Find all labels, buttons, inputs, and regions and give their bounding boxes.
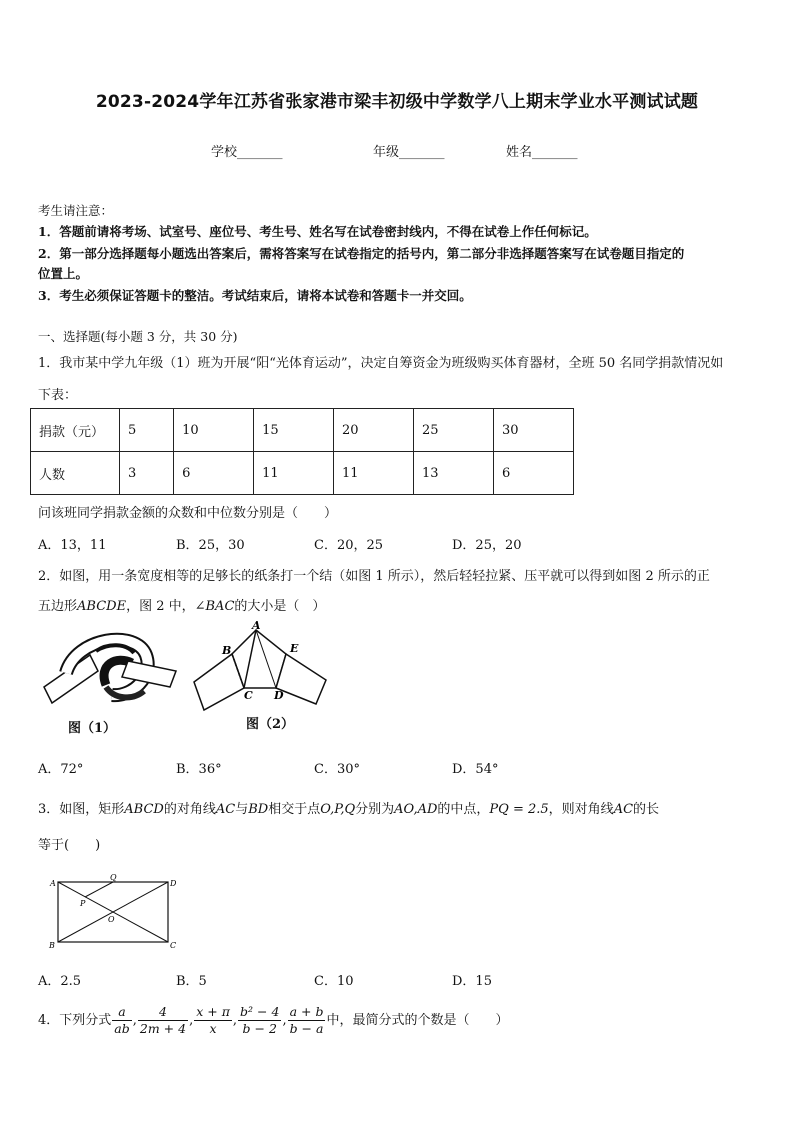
q3-option-b: B．5 xyxy=(176,974,207,989)
notice-item-1: 1．答题前请将考场、试室号、座位号、考生号、姓名写在试卷密封线内，不得在试卷上作任何标记。 xyxy=(38,224,597,239)
table-row xyxy=(31,409,574,452)
q3-math: O,P,Q xyxy=(320,802,356,817)
label-a: A xyxy=(252,619,261,632)
table-cell: 30 xyxy=(493,409,573,452)
label-a: A xyxy=(50,879,56,888)
q1-text-line2: 下表： xyxy=(38,388,78,403)
table-cell: 捐款（元） xyxy=(31,409,120,452)
separator: , xyxy=(232,1013,238,1028)
q4-text xyxy=(38,1004,508,1037)
q1-donation-table xyxy=(30,408,574,495)
table-cell: 3 xyxy=(120,452,174,495)
q1-option-a: A．13，11 xyxy=(38,538,107,553)
denominator: ab xyxy=(114,1021,130,1036)
name-field: 姓名_______ xyxy=(506,145,578,160)
label-c: C xyxy=(244,689,253,702)
numerator: b² − 4 xyxy=(240,1004,280,1019)
q2-figure2-caption: 图（2） xyxy=(246,717,295,732)
q3-math: AO,AD xyxy=(394,802,438,817)
q3-text: 3．如图，矩形 xyxy=(38,802,125,817)
table-cell: 人数 xyxy=(31,452,120,495)
label-e: E xyxy=(290,642,299,655)
notice-item-3: 3．考生必须保证答题卡的整洁。考试结束后，请将本试卷和答题卡一并交回。 xyxy=(38,288,472,303)
numerator: a + b xyxy=(289,1004,324,1019)
q2-text: 的大小是（ ） xyxy=(234,599,326,614)
table-cell: 11 xyxy=(254,452,334,495)
q3-figure-rectangle xyxy=(44,870,184,952)
q2-math-pentagon: ABCDE xyxy=(77,599,127,614)
q3-math: AC xyxy=(613,802,634,817)
q4-text-pre: 4．下列分式 xyxy=(38,1013,112,1028)
q3-text: 的对角线 xyxy=(163,802,216,817)
q4-fraction-1 xyxy=(112,1004,131,1037)
q3-text-line1 xyxy=(38,798,783,817)
q2-figure1-caption: 图（1） xyxy=(68,721,117,736)
q3-math: PQ = 2.5 xyxy=(489,802,549,817)
q1-option-b: B．25，30 xyxy=(176,538,245,553)
q3-text: 与 xyxy=(235,802,249,817)
q3-math: ABCD xyxy=(124,802,164,817)
notice-heading: 考生请注意： xyxy=(38,203,114,218)
q3-text: 分别为 xyxy=(355,802,395,817)
page-title: 2023-2024学年江苏省张家港市梁丰初级中学数学八上期末学业水平测试试题 xyxy=(95,92,699,112)
denominator: b − a xyxy=(289,1021,324,1036)
table-cell: 13 xyxy=(414,452,494,495)
table-cell: 6 xyxy=(174,452,254,495)
q3-text: ，则对角线 xyxy=(548,802,614,817)
q2-option-c: C．30° xyxy=(314,762,360,777)
q1-option-c: C．20，25 xyxy=(314,538,384,553)
table-cell: 15 xyxy=(254,409,334,452)
table-row xyxy=(31,452,574,495)
q4-fraction-2 xyxy=(138,1004,188,1037)
q2-option-a: A．72° xyxy=(38,762,84,777)
label-p: P xyxy=(80,899,86,908)
section-heading: 一、选择题(每小题 3 分，共 30 分) xyxy=(38,329,238,344)
q3-option-c: C．10 xyxy=(314,974,354,989)
label-q: Q xyxy=(110,873,117,882)
q1-ask: 问该班同学捐款金额的众数和中位数分别是（ ） xyxy=(38,506,338,521)
q2-text: ，图 2 中， xyxy=(126,599,195,614)
q2-text-line2 xyxy=(38,595,325,614)
q2-text: 五边形 xyxy=(38,599,78,614)
denominator: b − 2 xyxy=(242,1021,277,1036)
school-field: 学校_______ xyxy=(211,145,283,160)
label-b: B xyxy=(222,644,232,657)
notice-item-2: 2．第一部分选择题每小题选出答案后，需将答案写在试卷指定的括号内，第二部分非选择题答案写在试卷题目指定的 xyxy=(38,246,685,261)
numerator: 4 xyxy=(138,1004,188,1021)
q3-option-d: D．15 xyxy=(452,974,492,989)
q4-fraction-3 xyxy=(194,1004,232,1037)
numerator: a xyxy=(112,1004,131,1021)
table-cell: 6 xyxy=(493,452,573,495)
numerator: x + π xyxy=(196,1004,230,1019)
q2-figure1-knot xyxy=(36,625,186,715)
denominator: x xyxy=(209,1021,217,1036)
label-b: B xyxy=(49,941,55,950)
table-cell: 11 xyxy=(334,452,414,495)
label-d: D xyxy=(170,879,177,888)
q3-text-line2: 等于( ) xyxy=(38,838,101,853)
notice-item-2-cont: 位置上。 xyxy=(38,266,89,281)
q3-math: BD xyxy=(248,802,269,817)
q3-math: AC xyxy=(215,802,236,817)
grade-field: 年级_______ xyxy=(373,145,445,160)
q2-option-d: D．54° xyxy=(452,762,499,777)
q1-option-d: D．25，20 xyxy=(452,538,522,553)
label-c: C xyxy=(170,941,177,950)
separator: , xyxy=(132,1013,137,1028)
q1-text-line1: 1．我市某中学九年级（1）班为开展“阳“光体育运动”，决定自筹资金为班级购买体育器材，全班 50 名同学捐款情况如 xyxy=(38,356,724,371)
separator: , xyxy=(189,1013,194,1028)
q2-option-b: B．36° xyxy=(176,762,222,777)
q3-text: 的中点， xyxy=(437,802,490,817)
q3-text: 相交于点 xyxy=(268,802,321,817)
q2-math-angle: ∠BAC xyxy=(194,599,235,614)
label-o: O xyxy=(108,915,115,924)
q2-figure2-pentagon xyxy=(186,618,346,718)
denominator: 2m + 4 xyxy=(139,1021,187,1036)
table-cell: 10 xyxy=(174,409,254,452)
q4-fraction-5 xyxy=(288,1004,326,1037)
q4-fraction-4 xyxy=(238,1004,281,1037)
q3-option-a: A．2.5 xyxy=(38,974,82,989)
table-cell: 5 xyxy=(120,409,174,452)
table-cell: 25 xyxy=(414,409,494,452)
q4-text-post: 中，最简分式的个数是（ ） xyxy=(326,1013,509,1028)
q3-text: 的长 xyxy=(633,802,660,817)
q2-text-line1: 2．如图，用一条宽度相等的足够长的纸条打一个结（如图 1 所示），然后轻轻拉紧、压平就可以得到如图 2 所示的正 xyxy=(38,569,710,584)
table-cell: 20 xyxy=(334,409,414,452)
label-d: D xyxy=(274,689,284,702)
separator: , xyxy=(282,1013,287,1028)
